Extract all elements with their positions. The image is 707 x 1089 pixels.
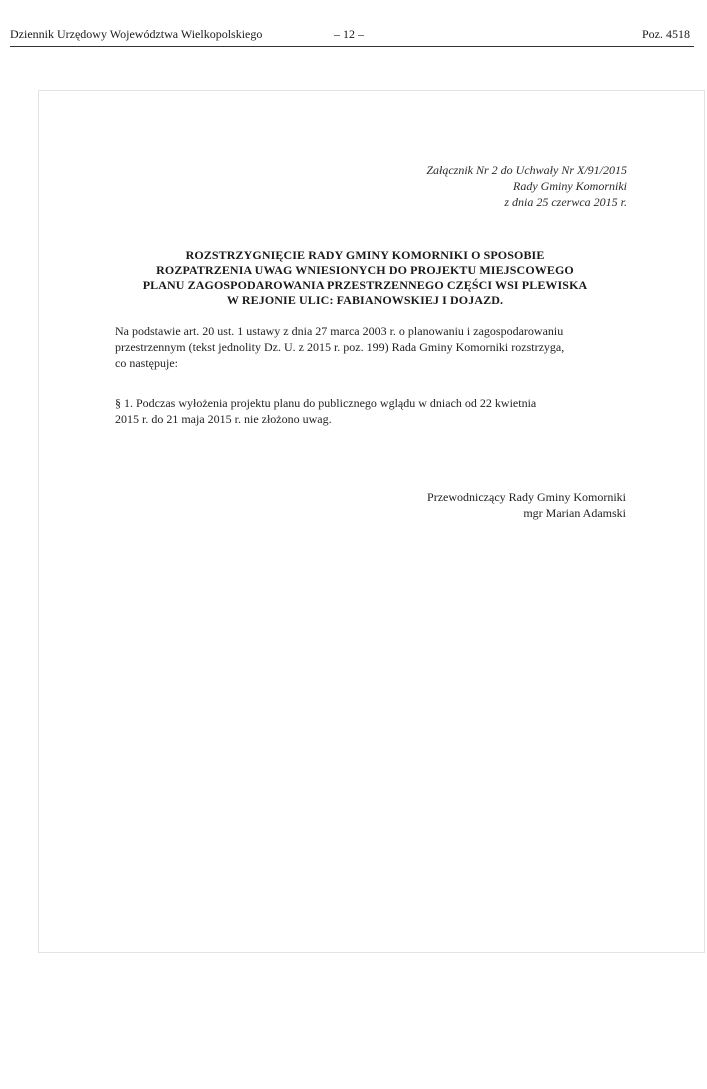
title-line: W REJONIE ULIC: FABIANOWSKIEJ I DOJAZD. xyxy=(226,293,504,307)
paragraph-line: co następuje: xyxy=(115,356,178,370)
signature-block xyxy=(427,489,626,521)
annex-line: Rady Gminy Komorniki xyxy=(513,179,627,193)
document-title xyxy=(110,248,620,308)
scanned-page-frame xyxy=(38,90,705,953)
annex-reference xyxy=(426,162,627,210)
title-line: PLANU ZAGOSPODAROWANIA PRZESTRZENNEGO CZĘŚCI WSI PLEWISKA xyxy=(142,278,588,292)
paragraph-line: przestrzennym (tekst jednolity Dz. U. z 2015 r. poz. 199) Rada Gminy Komorniki rozstrzyga, xyxy=(115,340,565,354)
page-number: – 12 – xyxy=(334,27,364,41)
legal-basis-paragraph xyxy=(115,323,630,371)
position-number: Poz. 4518 xyxy=(642,27,690,41)
page-header xyxy=(10,26,694,47)
title-line: ROZSTRZYGNIĘCIE RADY GMINY KOMORNIKI O SPOSOBIE xyxy=(185,248,545,262)
paragraph-line: § 1. Podczas wyłożenia projektu planu do publicznego wglądu w dniach od 22 kwietnia xyxy=(115,396,537,410)
paragraph-line: 2015 r. do 21 maja 2015 r. nie złożono uwag. xyxy=(115,412,332,426)
paragraph-line: Na podstawie art. 20 ust. 1 ustawy z dnia 27 marca 2003 r. o planowaniu i zagospodarowaniu xyxy=(115,324,564,338)
title-line: ROZPATRZENIA UWAG WNIESIONYCH DO PROJEKTU MIEJSCOWEGO xyxy=(156,263,574,277)
signatory-name: mgr Marian Adamski xyxy=(523,506,626,520)
signatory-title: Przewodniczący Rady Gminy Komorniki xyxy=(427,490,626,504)
section-1-paragraph xyxy=(115,395,630,427)
annex-line: Załącznik Nr 2 do Uchwały Nr X/91/2015 xyxy=(426,163,627,177)
journal-title: Dziennik Urzędowy Województwa Wielkopolskiego xyxy=(10,27,263,41)
annex-line: z dnia 25 czerwca 2015 r. xyxy=(504,195,627,209)
